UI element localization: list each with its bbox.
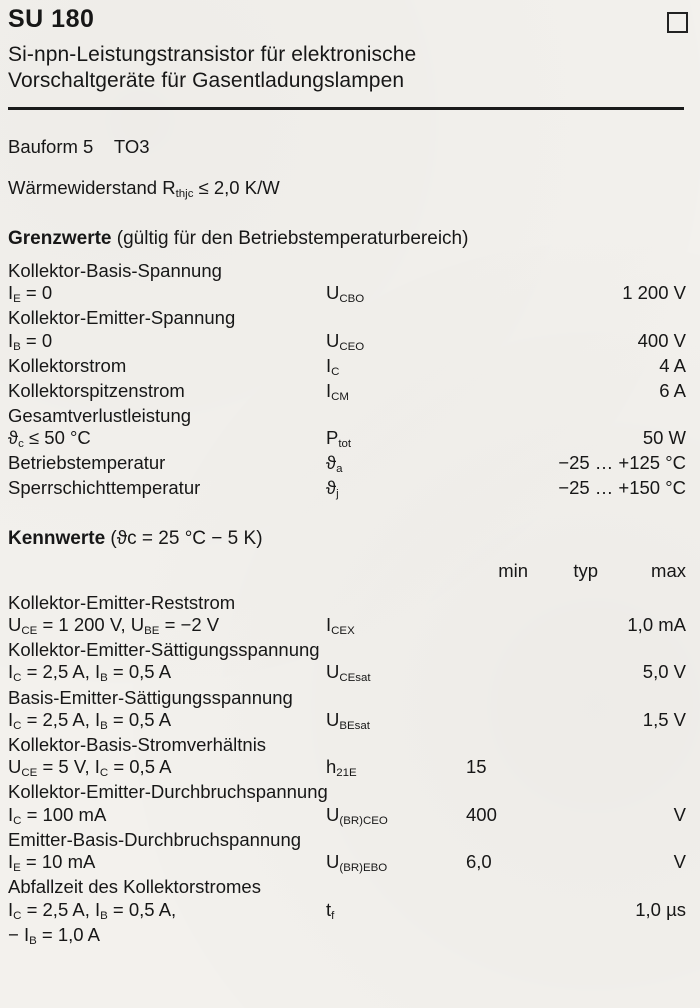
table-row: [8, 687, 692, 709]
characteristics-heading-bold: Kennwerte: [8, 528, 106, 550]
row-desc-sub: c: [18, 438, 24, 451]
row-symbol: [326, 687, 466, 709]
row-symbol: $U_{(BR)CEO}$: [326, 803, 388, 828]
thermal-label: Wärmewiderstand R: [8, 176, 176, 198]
row-symbol: [326, 260, 466, 282]
table-row: [8, 709, 692, 734]
row-value: [528, 781, 692, 803]
row-description: [8, 427, 326, 452]
row-value: [528, 734, 692, 756]
row-value: 1 200 V: [622, 282, 686, 304]
row-description: Sperrschichttemperatur: [8, 477, 201, 499]
column-header-max: max: [651, 560, 686, 582]
table-row: [8, 405, 692, 427]
row-value: [528, 687, 692, 709]
row-description: Kollektor-Emitter-Reststrom: [8, 591, 236, 613]
row-symbol: $I_{CEX}$: [326, 614, 355, 638]
row-sym-main: ϑ: [326, 452, 337, 474]
row-value: 6 A: [659, 379, 686, 401]
column-header-min: min: [498, 560, 528, 582]
row-symbol: [326, 592, 466, 614]
package-value: TO3: [113, 136, 150, 158]
row-symbol: [326, 405, 466, 427]
table-row: [8, 330, 692, 355]
row-sym-main: P: [326, 427, 339, 449]
characteristics-heading: [8, 528, 692, 551]
row-min: 15: [466, 756, 487, 778]
row-min: [466, 709, 528, 734]
row-desc-sub: E: [13, 293, 21, 306]
row-value: [528, 639, 692, 661]
row-symbol: [326, 452, 466, 477]
row-min: [466, 876, 528, 898]
row-symbol: $t_f$: [326, 898, 335, 922]
row-value: [466, 307, 692, 329]
row-desc-main: I: [8, 329, 14, 351]
row-min: [466, 592, 528, 614]
table-row: [8, 829, 692, 851]
row-min: [466, 614, 528, 639]
row-description: Kollektor-Emitter-Sättigungsspannung: [8, 639, 320, 661]
row-value: [528, 829, 692, 851]
row-description: $U_{CE} = 5$ V, $I_C = 0,5$ A: [8, 756, 172, 780]
table-row: [8, 380, 692, 405]
row-description: Kollektor-Basis-Spannung: [8, 259, 222, 281]
row-sym-sub: tot: [338, 438, 352, 451]
row-value: [528, 876, 692, 898]
row-value: 50 W: [642, 427, 686, 449]
row-description: $I_C = 100$ mA: [8, 803, 107, 828]
row-description: Kollektor-Emitter-Durchbruchspannung: [8, 781, 328, 803]
row-desc-tail: = 0: [20, 329, 53, 351]
row-symbol: [326, 477, 466, 502]
limits-heading: [8, 228, 692, 251]
row-description: Kollektorspitzenstrom: [8, 379, 185, 401]
row-description: $I_E = 10$ mA: [8, 851, 96, 875]
row-desc-sub: B: [13, 340, 21, 353]
row-symbol: [326, 355, 466, 380]
table-row: [8, 899, 692, 924]
row-desc-tail: = 0: [20, 282, 53, 304]
table-row: [8, 924, 692, 949]
characteristics-heading-rest: (ϑc = 25 °C − 5 K): [105, 528, 263, 550]
row-sym-sub: CM: [331, 390, 349, 403]
row-description: Basis-Emitter-Sättigungsspannung: [8, 686, 293, 708]
row-symbol: $U_{BEsat}$: [326, 708, 370, 733]
table-row: [8, 661, 692, 686]
column-header-typ: typ: [573, 560, 598, 582]
thermal-subscript: thjc: [175, 188, 194, 201]
row-description: − $I_B = 1,0$ A: [8, 923, 101, 948]
row-min: 6,0: [466, 851, 492, 873]
page-content: [8, 6, 692, 949]
row-symbol: [326, 924, 466, 949]
row-min: [466, 661, 528, 686]
characteristics-column-headers: [8, 560, 692, 582]
table-row: [8, 804, 692, 829]
limits-heading-bold: Grenzwerte: [8, 228, 112, 249]
row-symbol: [326, 380, 466, 405]
row-description: $I_C = 2,5$ A, $I_B = 0,5$ A: [8, 661, 172, 685]
row-sym-sub: CEO: [339, 340, 365, 353]
table-row: [8, 734, 692, 756]
row-desc-tail: ≤ 50 °C: [23, 427, 91, 449]
row-description: Kollektor-Basis-Stromverhältnis: [8, 734, 267, 755]
row-description: $I_C = 2,5$ A, $I_B = 0,5$ A,: [8, 898, 177, 922]
row-sym-main: U: [326, 329, 340, 351]
table-row: [8, 307, 692, 329]
row-description: Gesamtverlustleistung: [8, 404, 192, 426]
table-row: [8, 781, 692, 803]
row-value: V: [673, 851, 686, 873]
row-value: [528, 592, 692, 614]
row-value: 400 V: [637, 329, 686, 351]
row-min: [466, 924, 528, 949]
row-description: [8, 330, 326, 355]
row-description: Kollektorstrom: [8, 354, 127, 376]
limits-heading-rest: (gültig für den Betriebstemperaturbereich): [111, 228, 469, 249]
package-label: Bauform 5: [8, 136, 94, 158]
row-value: 4 A: [659, 354, 686, 376]
row-sym-main: I: [326, 354, 332, 376]
limits-table: [8, 260, 692, 503]
row-symbol: [326, 639, 466, 661]
row-value: 1,0 µs: [635, 898, 686, 920]
package-line: [8, 136, 692, 159]
row-symbol: [326, 781, 466, 803]
row-sym-sub: a: [336, 463, 343, 476]
table-row: [8, 282, 692, 307]
square-outline-icon: [667, 12, 688, 33]
row-description: $I_C = 2,5$ A, $I_B = 0,5$ A: [8, 708, 172, 733]
row-min: [466, 639, 528, 661]
row-desc-main: ϑ: [8, 427, 19, 449]
row-sym-main: ϑ: [326, 477, 337, 499]
row-symbol: [326, 876, 466, 898]
table-row: [8, 260, 692, 282]
row-value: −25 … +125 °C: [558, 452, 686, 474]
table-row: [8, 851, 692, 876]
row-value: V: [673, 803, 686, 825]
table-row: [8, 614, 692, 639]
table-row: [8, 452, 692, 477]
row-symbol: [326, 427, 466, 452]
row-description: [8, 282, 326, 307]
row-symbol: [326, 829, 466, 851]
row-desc-main: I: [8, 282, 14, 304]
row-description: Kollektor-Emitter-Spannung: [8, 307, 236, 329]
row-value: −25 … +150 °C: [558, 477, 686, 499]
row-value: 1,0 mA: [627, 614, 686, 636]
row-description: Abfallzeit des Kollektorstromes: [8, 876, 261, 898]
row-value: 1,5 V: [642, 708, 686, 730]
table-row: [8, 876, 692, 898]
table-row: [8, 427, 692, 452]
subtitle-line-2: Vorschaltgeräte für Gasentladungslampen: [8, 69, 405, 93]
row-min: [466, 781, 528, 803]
row-sym-sub: CBO: [339, 293, 365, 306]
thermal-value: ≤ 2,0 K/W: [198, 176, 280, 198]
row-value: [466, 405, 692, 427]
table-row: [8, 756, 692, 781]
row-symbol: $U_{CEsat}$: [326, 661, 371, 685]
page-title: SU 180: [8, 5, 95, 33]
row-sym-main: I: [326, 379, 332, 401]
subtitle-line-1: Si-npn-Leistungstransistor für elektronische: [8, 42, 417, 66]
row-sym-sub: j: [336, 488, 339, 501]
table-row: [8, 355, 692, 380]
row-min: [466, 829, 528, 851]
row-sym-main: U: [326, 282, 340, 304]
row-symbol: $U_{(BR)EBO}$: [326, 851, 388, 875]
row-min: [466, 899, 528, 924]
row-min: [466, 687, 528, 709]
row-min: [466, 734, 528, 756]
table-row: [8, 592, 692, 614]
thermal-resistance-line: [8, 177, 692, 202]
table-row: [8, 477, 692, 502]
row-value: [528, 924, 692, 949]
row-min: 400: [466, 803, 497, 825]
row-value: 5,0 V: [642, 661, 686, 683]
row-description: $U_{CE} = 1$ 200 V, $U_{BE} = -2$ V: [8, 614, 220, 638]
title-row: [8, 6, 692, 34]
row-value: [528, 756, 692, 781]
row-symbol: [326, 307, 466, 329]
row-symbol: $h_{21E}$: [326, 756, 357, 780]
row-description: Emitter-Basis-Durchbruchspannung: [8, 828, 302, 850]
table-row: [8, 639, 692, 661]
document-subtitle: [8, 42, 692, 96]
row-symbol: [326, 734, 466, 756]
row-description: Betriebstemperatur: [8, 452, 166, 474]
row-symbol: [326, 282, 466, 307]
characteristics-table: [8, 592, 692, 949]
row-sym-sub: C: [331, 365, 340, 378]
row-symbol: [326, 330, 466, 355]
row-value: [466, 260, 692, 282]
